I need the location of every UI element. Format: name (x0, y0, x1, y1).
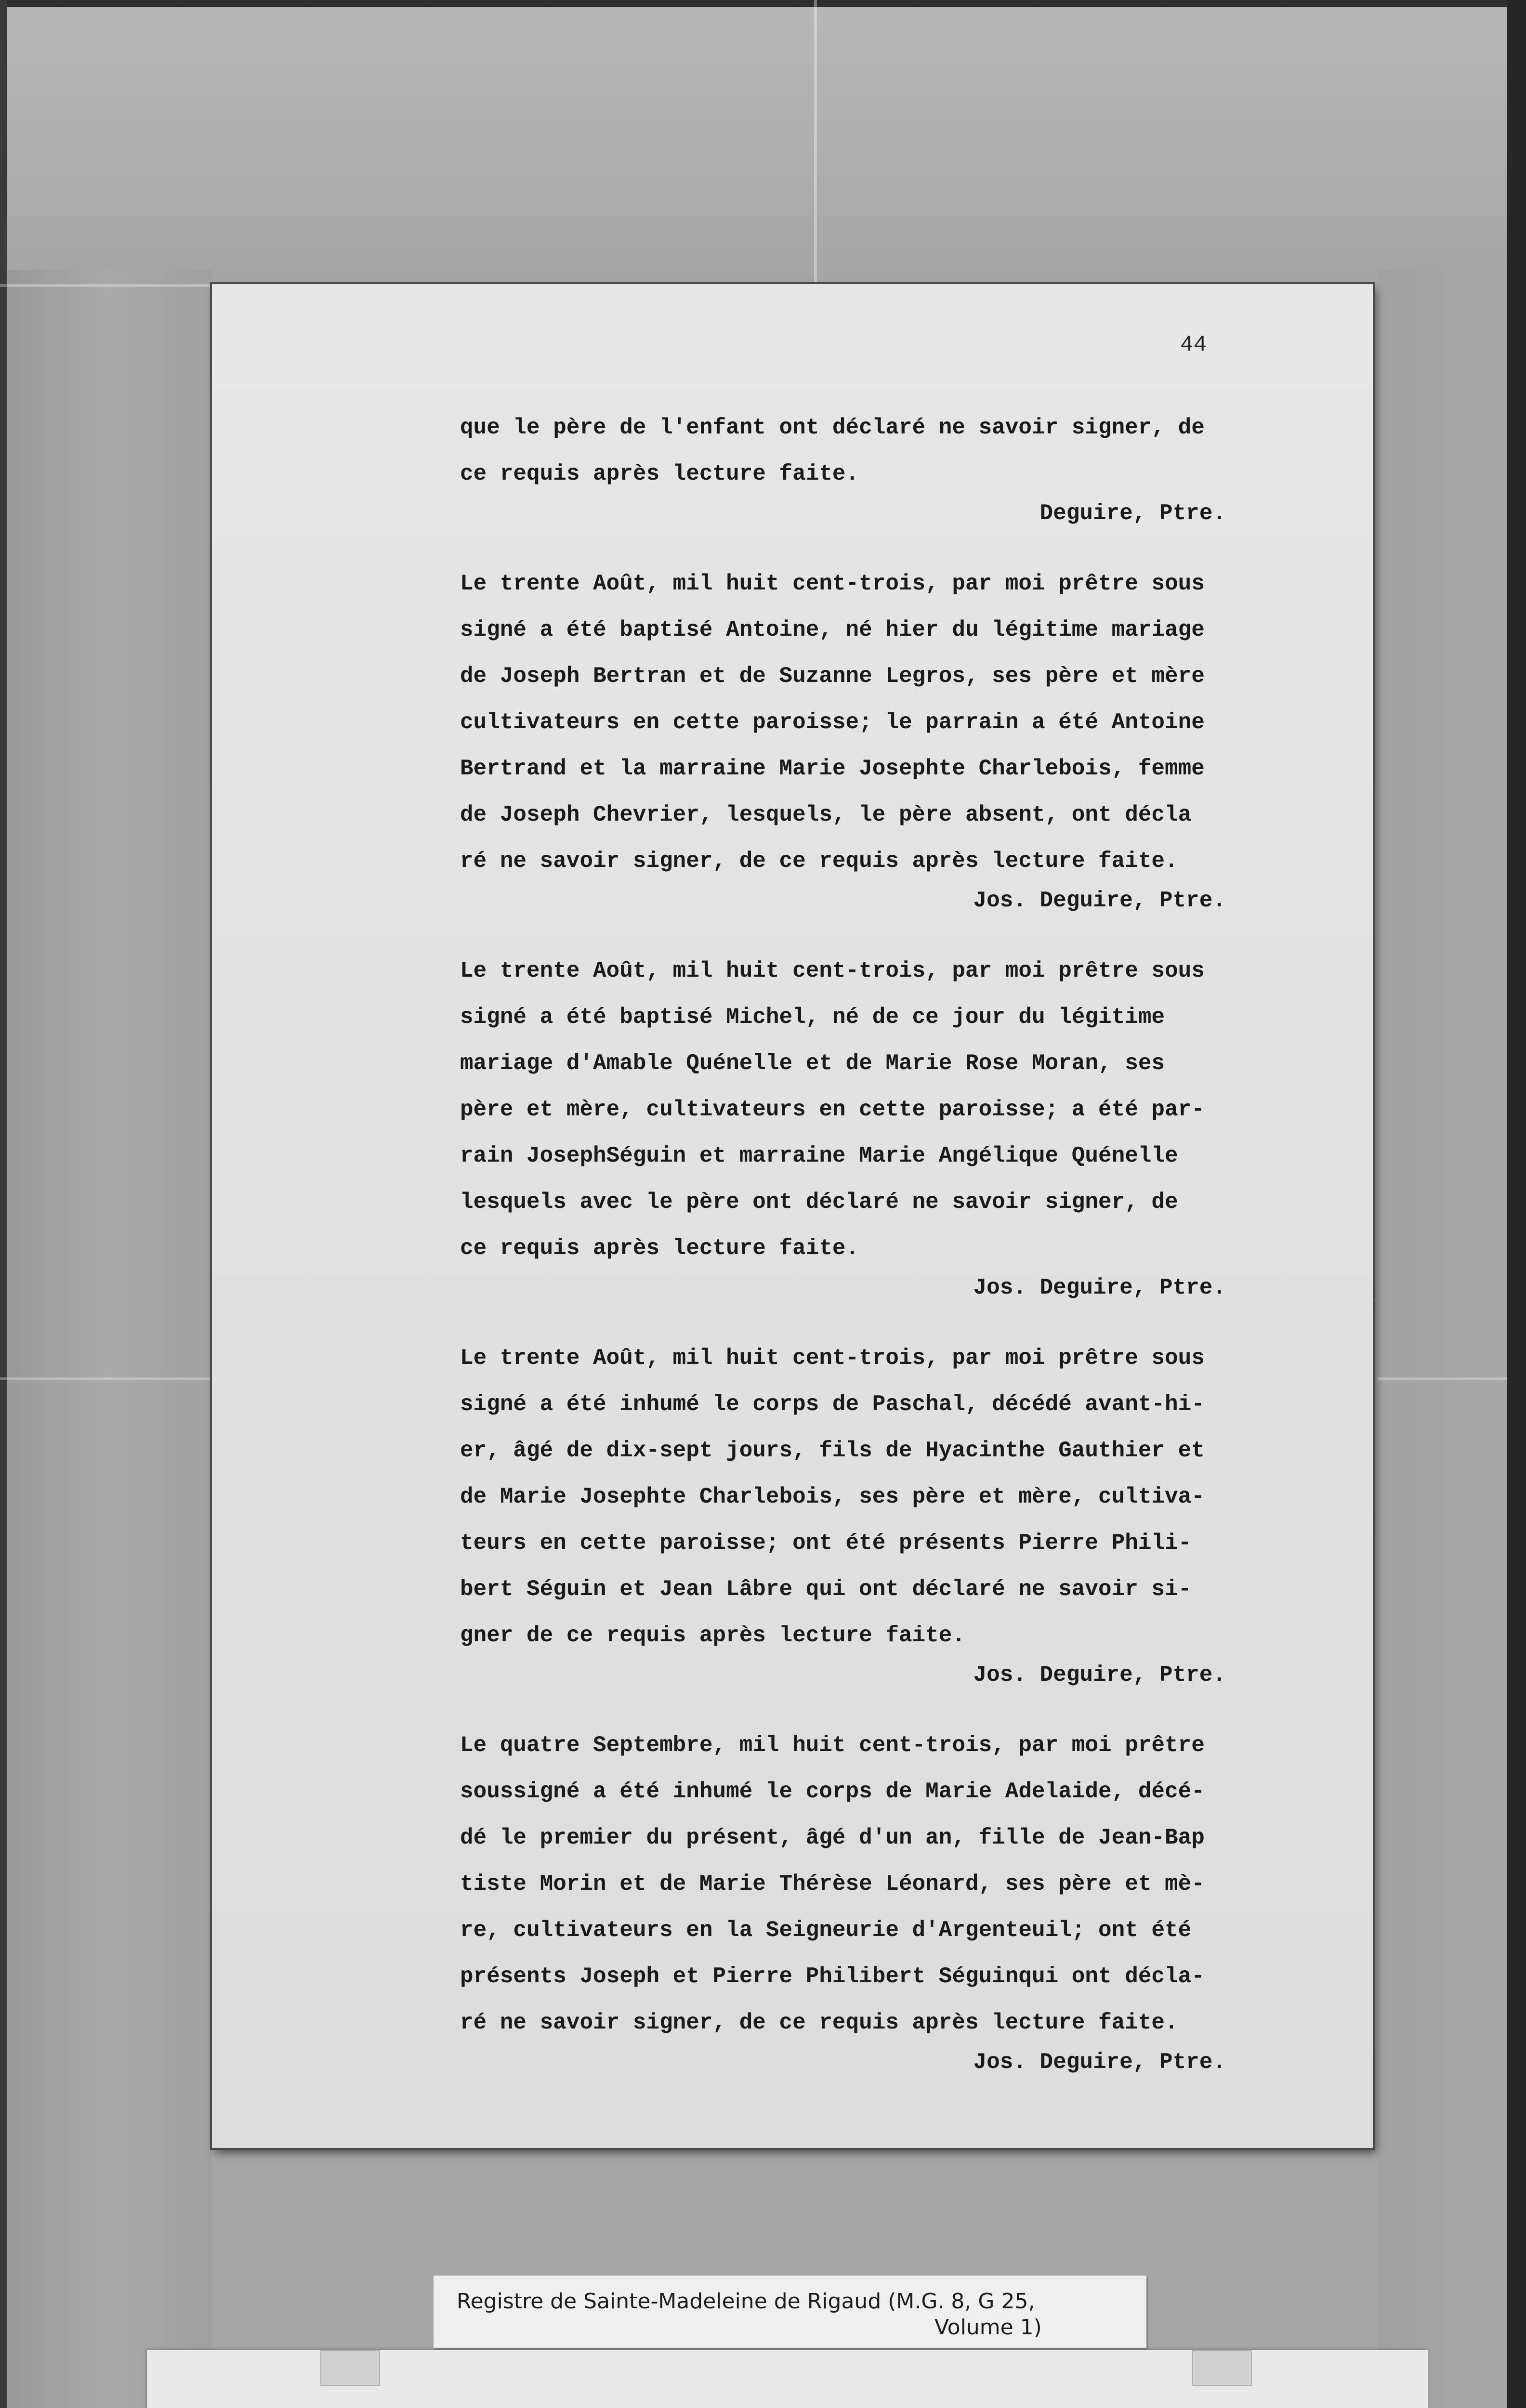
photo-background-top (0, 0, 1526, 270)
entry-line: ré ne savoir signer, de ce requis après lecture faite. (460, 2010, 1178, 2035)
archives-stamp-card (147, 2350, 1428, 2408)
entry-line: dé le premier du présent, âgé d'un an, fille de Jean-Bap (460, 1825, 1205, 1850)
film-crease (0, 1377, 212, 1380)
register-entry (460, 561, 1317, 924)
catalog-label-line: Registre de Sainte-Madeleine de Rigaud (M.G. 8, G 25, (457, 2289, 1035, 2314)
entry-line: mariage d'Amable Quénelle et de Marie Rose Moran, ses (460, 1051, 1165, 1076)
entry-signature: Jos. Deguire, Ptre. (973, 1662, 1226, 1688)
register-entry (460, 948, 1317, 1311)
entry-line: re, cultivateurs en la Seigneurie d'Argenteuil; ont été (460, 1918, 1192, 1943)
film-edge-right (1507, 0, 1526, 2408)
film-edge-left (0, 0, 7, 2408)
entry-line: ce requis après lecture faite. (460, 461, 859, 486)
entry-line: Le trente Août, mil huit cent-trois, par moi prêtre sous (460, 1346, 1205, 1371)
entry-signature: Jos. Deguire, Ptre. (973, 1275, 1226, 1300)
register-entry (460, 1722, 1317, 2085)
photo-background-left (0, 270, 212, 2408)
entry-line: ré ne savoir signer, de ce requis après lecture faite. (460, 849, 1178, 874)
entry-line: que le père de l'enfant ont déclaré ne savoir signer, de (460, 415, 1205, 440)
register-entry (460, 1335, 1317, 1698)
photo-background-right (1378, 270, 1526, 2408)
entry-line: ce requis après lecture faite. (460, 1236, 859, 1261)
entry-signature: Deguire, Ptre. (1039, 501, 1226, 526)
entry-line: Le trente Août, mil huit cent-trois, par moi prêtre sous (460, 571, 1205, 596)
page-number: 44 (1180, 332, 1207, 357)
entry-line: père et mère, cultivateurs en cette paroisse; a été par- (460, 1097, 1205, 1122)
entry-line: er, âgé de dix-sept jours, fils de Hyacinthe Gauthier et (460, 1438, 1205, 1463)
entry-line: bert Séguin et Jean Lâbre qui ont déclaré ne savoir si- (460, 1577, 1192, 1602)
entry-line: tiste Morin et de Marie Thérèse Léonard, ses père et mè- (460, 1871, 1205, 1897)
entry-line: teurs en cette paroisse; ont été présents Pierre Phili- (460, 1531, 1192, 1556)
entry-line: Bertrand et la marraine Marie Josephte Charlebois, femme (460, 756, 1205, 781)
entry-line: cultivateurs en cette paroisse; le parrain a été Antoine (460, 710, 1205, 735)
tape-strip (1192, 2350, 1252, 2386)
film-crease (1378, 1377, 1507, 1380)
entry-signature: Jos. Deguire, Ptre. (973, 888, 1226, 913)
entry-line: lesquels avec le père ont déclaré ne savoir signer, de (460, 1190, 1178, 1215)
entry-line: de Joseph Chevrier, lesquels, le père absent, ont décla (460, 802, 1192, 827)
entry-line: rain JosephSéguin et marraine Marie Angélique Quénelle (460, 1143, 1178, 1168)
film-crease (0, 284, 212, 287)
register-entry (460, 405, 1317, 537)
entry-line: de Joseph Bertran et de Suzanne Legros, ses père et mère (460, 664, 1205, 689)
catalog-label (434, 2276, 1146, 2348)
film-edge-top (0, 0, 1526, 7)
entry-line: signé a été baptisé Michel, né de ce jour du légitime (460, 1005, 1165, 1030)
entry-line: signé a été baptisé Antoine, né hier du légitime mariage (460, 617, 1205, 642)
entry-signature: Jos. Deguire, Ptre. (973, 2050, 1226, 2075)
entry-line: Le quatre Septembre, mil huit cent-trois, par moi prêtre (460, 1733, 1205, 1758)
entry-line: Le trente Août, mil huit cent-trois, par moi prêtre sous (460, 958, 1205, 983)
entry-line: gner de ce requis après lecture faite. (460, 1623, 965, 1648)
catalog-label-line: Volume 1) (934, 2315, 1042, 2340)
entry-line: présents Joseph et Pierre Philibert Séguinqui ont décla- (460, 1964, 1205, 1989)
film-crease (814, 0, 817, 284)
entry-line: signé a été inhumé le corps de Paschal, décédé avant-hi- (460, 1392, 1205, 1417)
register-entries (460, 405, 1317, 2109)
tape-strip (320, 2350, 380, 2386)
entry-line: de Marie Josephte Charlebois, ses père et mère, cultiva- (460, 1484, 1205, 1509)
entry-line: soussigné a été inhumé le corps de Marie Adelaide, décé- (460, 1779, 1205, 1804)
